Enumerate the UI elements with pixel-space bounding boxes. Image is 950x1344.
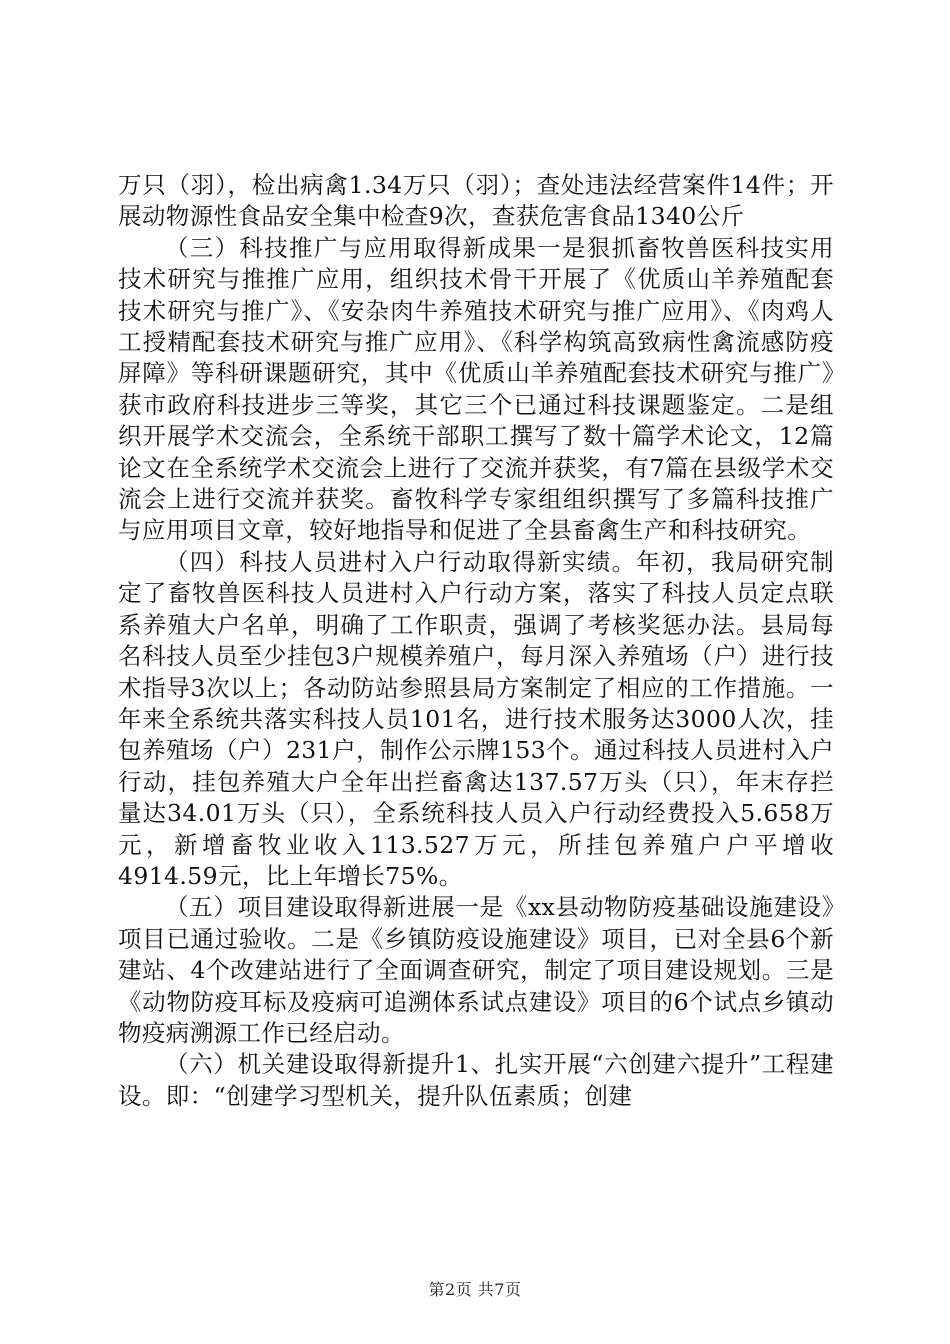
paragraph-agency-building: （六）机关建设取得新提升1、扎实开展“六创建六提升”工程建设。即：“创建学习型机关，提升队伍素质；创建 — [118, 1050, 834, 1110]
paragraph-village-outreach: （四）科技人员进村入户行动取得新实绩。年初，我局研究制定了畜牧兽医科技人员进村入户行动方案，落实了科技人员定点联系养殖大户名单，明确了工作职责，强调了考核奖惩办法。县局每名科技人员至少挂包3户规模养殖户，每月深入养殖场（户）进行技术指导3次以上；各动防站参照县局方案制定了相应的工作措施。一年来全系统共落实科技人员101名，进行技术服务达3000人次，挂包养殖场（户）231户，制作公示牌153个。通过科技人员进村入户行动，挂包养殖大户全年出拦畜禽达137.57万头（只），年末存拦量达34.01万头（只），全系统科技人员入户行动经费投入5.658万元，新增畜牧业收入113.527万元，所挂包养殖户户平增收4914.59元，比上年增长75%。 — [118, 547, 834, 890]
paragraph-project-construction: （五）项目建设取得新进展一是《xx县动物防疫基础设施建设》项目已通过验收。二是《乡镇防疫设施建设》项目，已对全县6个新建站、4个改建站进行了全面调查研究，制定了项目建设规划。三是《动物防疫耳标及疫病可追溯体系试点建设》项目的6个试点乡镇动物疫病溯源工作已经启动。 — [118, 893, 834, 1047]
paragraph-tech-promotion: （三）科技推广与应用取得新成果一是狠抓畜牧兽医科技实用技术研究与推推广应用，组织技术骨干开展了《优质山羊养殖配套技术研究与推广》、《安杂肉牛养殖技术研究与推广应用》、《肉鸡人工授精配套技术研究与推广应用》、《科学构筑高致病性禽流感防疫屏障》等科研课题研究，其中《优质山羊养殖配套技术研究与推广》获市政府科技进步三等奖，其它三个已通过科技课题鉴定。二是组织开展学术交流会，全系统干部职工撰写了数十篇学术论文，12篇论文在全系统学术交流会上进行了交流并获奖，有7篇在县级学术交流会上进行交流并获奖。畜牧科学专家组组织撰写了多篇科技推广与应用项目文章，较好地指导和促进了全县畜禽生产和科技研究。 — [118, 233, 834, 545]
document-body — [118, 170, 834, 1112]
paragraph-continuation: 万只（羽），检出病禽1.34万只（羽）；查处违法经营案件14件；开展动物源性食品安全集中检查9次，查获危害食品1340公斤 — [118, 171, 834, 231]
page-footer: 第2页 共7页 — [428, 1280, 522, 1299]
